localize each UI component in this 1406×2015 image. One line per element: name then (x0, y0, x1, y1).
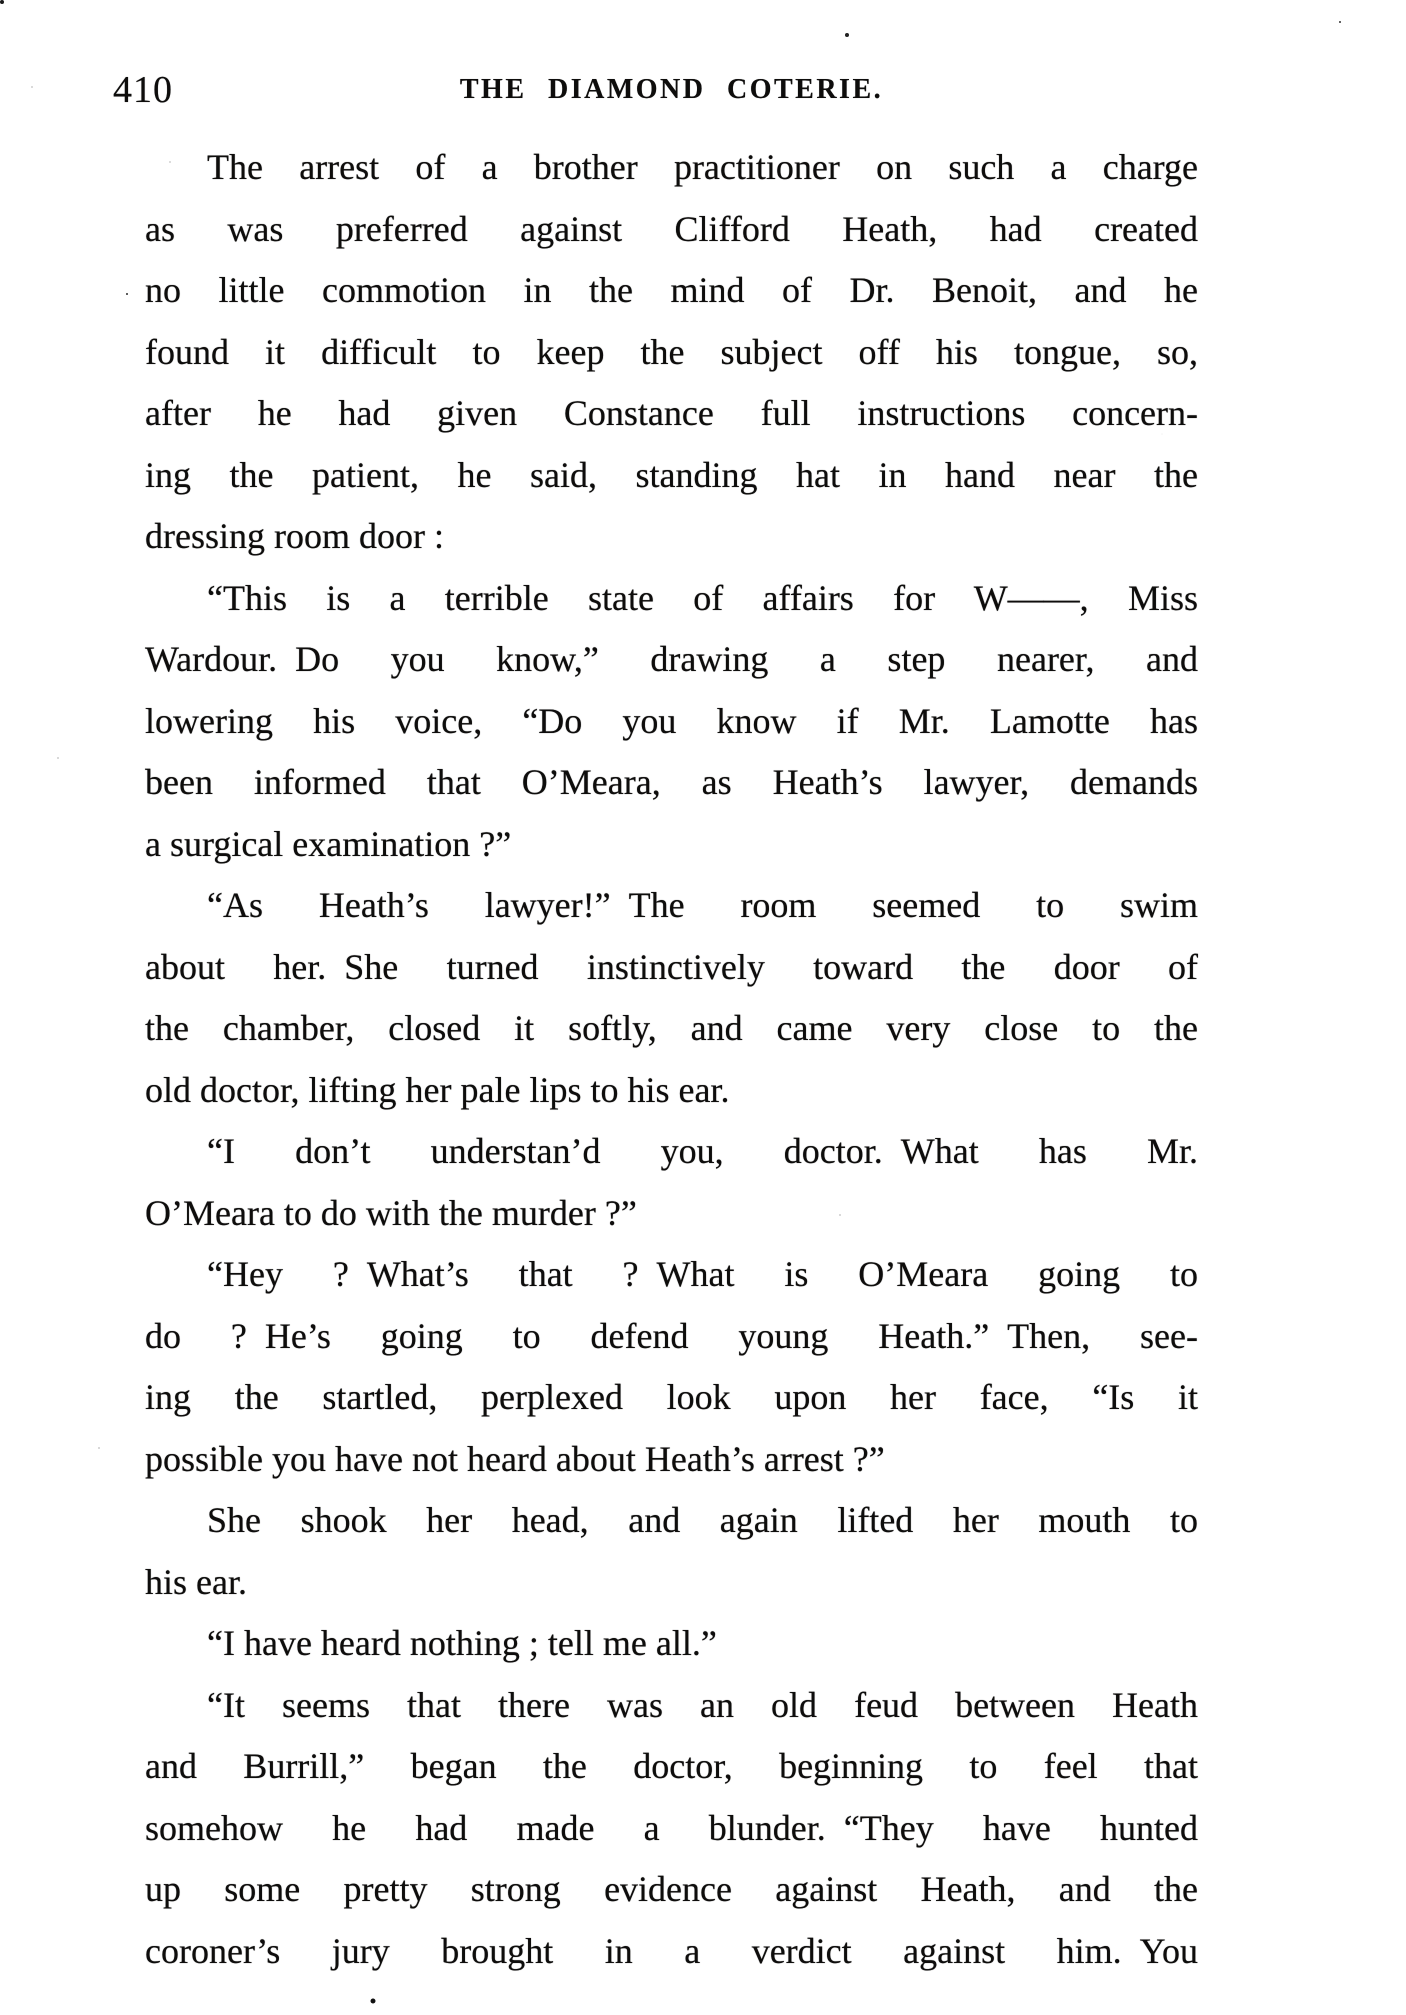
text-line: the chamber, closed it softly, and came very close to the (145, 1008, 1198, 1048)
text-line: possible you have not heard about Heath’s arrest ?” (145, 1438, 885, 1479)
text-line: coroner’s jury brought in a verdict against him. You (145, 1930, 1198, 1971)
text-line: Wardour. Do you know,” drawing a step nearer, and (145, 639, 1198, 679)
text-line: ing the patient, he said, standing hat in hand near the (145, 454, 1198, 495)
text-line: O’Meara to do with the murder ?” (145, 1192, 637, 1233)
text-line: as was preferred against Clifford Heath, had created (145, 208, 1198, 249)
text-line: “I have heard nothing ; tell me all.” (207, 1623, 717, 1663)
text-line: old doctor, lifting her pale lips to his ear. (145, 1069, 730, 1110)
text-line: “I don’t understan’d you, doctor. What has Mr. (207, 1131, 1198, 1171)
text-line: up some pretty strong evidence against Heath, and the (145, 1869, 1198, 1909)
text-line: The arrest of a brother practitioner on such a charge (207, 147, 1198, 187)
text-line: “This is a terrible state of affairs for W——, Miss (207, 577, 1198, 618)
text-line: somehow he had made a blunder. “They have hunted (145, 1807, 1198, 1848)
text-line: dressing room door : (145, 516, 444, 556)
text-line: a surgical examination ?” (145, 823, 512, 864)
text-line: about her. She turned instinctively toward the door of (145, 946, 1198, 987)
text-line: been informed that O’Meara, as Heath’s lawyer, demands (145, 762, 1198, 802)
running-head (113, 69, 1198, 111)
text-line: “Hey ? What’s that ? What is O’Meara going to (207, 1254, 1198, 1294)
running-title: THE DIAMOND COTERIE. (459, 74, 884, 105)
text-line: lowering his voice, “Do you know if Mr. Lamotte has (145, 700, 1198, 741)
text-line: no little commotion in the mind of Dr. Benoit, and he (145, 270, 1198, 310)
page-number: 410 (113, 69, 173, 111)
text-line: after he had given Constance full instructions concern- (145, 393, 1198, 433)
text-line: do ? He’s going to defend young Heath.” Then, see- (145, 1315, 1198, 1356)
text-line: ing the startled, perplexed look upon her face, “Is it (145, 1377, 1198, 1417)
text-line: his ear. (145, 1561, 247, 1602)
text-line: and Burrill,” began the doctor, beginning to feel that (145, 1746, 1198, 1786)
text-line: “As Heath’s lawyer!” The room seemed to swim (207, 885, 1198, 925)
text-line: She shook her head, and again lifted her mouth to (207, 1500, 1198, 1540)
scan-speckles (0, 0, 2, 2)
text-line: found it difficult to keep the subject off his tongue, so, (145, 331, 1198, 372)
text-line: “It seems that there was an old feud between Heath (207, 1684, 1198, 1725)
page-text (145, 137, 1198, 1982)
